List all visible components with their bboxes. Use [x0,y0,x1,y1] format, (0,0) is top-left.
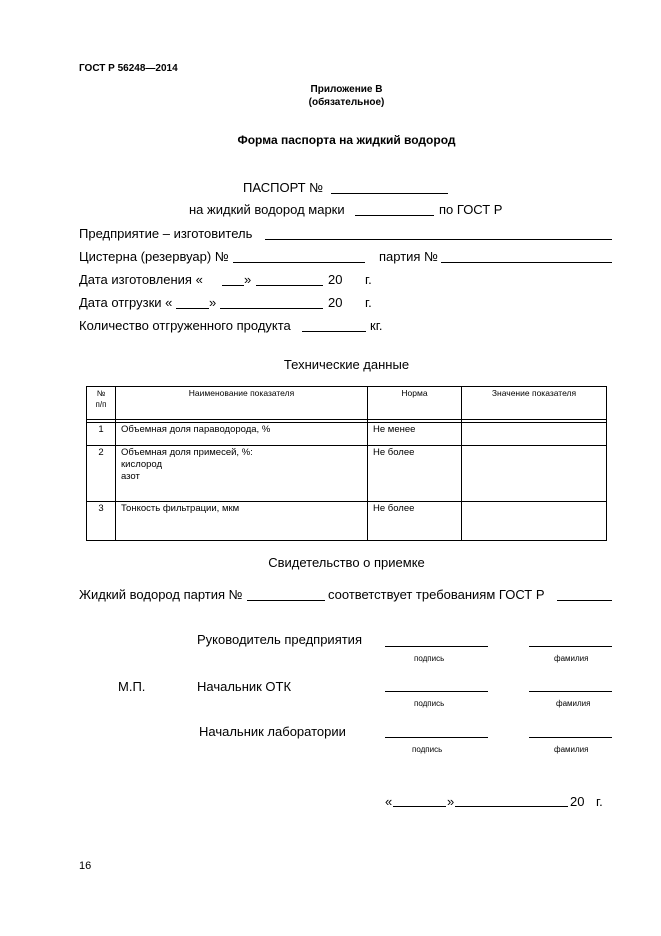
row-norm: Не более [368,502,462,541]
made-month-field[interactable] [256,285,323,286]
manufacturer-field[interactable] [265,239,612,240]
qc-surname-field[interactable] [529,691,612,692]
ship-quote-close: » [209,295,217,310]
role-qc-head: Начальник ОТК [197,679,292,694]
batch-label: партия № [379,249,439,264]
batch-field[interactable] [441,262,612,263]
tech-table [86,386,607,541]
final-month-field[interactable] [455,806,568,807]
row-value-cell[interactable] [462,502,607,541]
row-norm: Не более [368,446,462,502]
quantity-label: Количество отгруженного продукта [79,318,291,333]
final-year-suffix: г. [596,794,603,809]
brand-suffix: по ГОСТ Р [439,202,503,217]
row-name-text: Объемная доля примесей, %: кислород азот [121,447,253,482]
role-director: Руководитель предприятия [197,632,362,647]
tank-label: Цистерна (резервуар) № [79,249,229,264]
row-number: 3 [87,502,116,541]
brand-prefix: на жидкий водород марки [189,202,345,217]
acceptance-batch-field[interactable] [247,600,325,601]
row-number: 2 [87,446,116,502]
acceptance-prefix: Жидкий водород партия № [79,587,243,602]
ship-year-suffix: г. [365,295,372,310]
col-value-header: Значение показателя [462,387,607,420]
table-row [87,423,607,446]
tech-header-row [87,387,607,420]
made-quote-close: » [244,272,252,287]
lab-signature-field[interactable] [385,737,488,738]
surname-hint: фамилия [554,745,589,754]
col-number-text: № п/п [95,389,107,409]
acceptance-title: Свидетельство о приемке [268,555,425,570]
stamp-label: М.П. [118,679,146,694]
made-year-prefix: 20 [328,272,343,287]
passport-label: ПАСПОРТ № [243,180,324,195]
table-row [87,446,607,502]
date-close-quote: » [447,794,455,809]
tank-field[interactable] [233,262,365,263]
surname-hint: фамилия [556,699,591,708]
director-surname-field[interactable] [529,646,612,647]
made-year-suffix: г. [365,272,372,287]
quantity-unit: кг. [370,318,383,333]
col-name-header: Наименование показателя [116,387,368,420]
acceptance-suffix: соответствует требованиям ГОСТ Р [328,587,545,602]
passport-number-field[interactable] [331,193,448,194]
director-signature-field[interactable] [385,646,488,647]
signature-hint: подпись [414,699,445,708]
page-number: 16 [79,860,92,872]
signature-hint: подпись [412,745,443,754]
row-norm: Не менее [368,423,462,446]
acceptance-standard-field[interactable] [557,600,612,601]
row-name [116,446,368,502]
qc-signature-field[interactable] [385,691,488,692]
signature-hint: подпись [414,654,445,663]
ship-date-label: Дата отгрузки « [79,295,173,310]
lab-surname-field[interactable] [529,737,612,738]
ship-year-prefix: 20 [328,295,343,310]
standard-header: ГОСТ Р 56248—2014 [79,63,178,74]
annex-title: Приложение В [310,84,383,95]
surname-hint: фамилия [554,654,589,663]
form-title: Форма паспорта на жидкий водород [237,133,456,147]
annex-status: (обязательное) [308,97,385,108]
quantity-field[interactable] [302,331,366,332]
ship-day-field[interactable] [176,308,209,309]
manufacturer-label: Предприятие – изготовитель [79,226,253,241]
col-norm-header: Норма [368,387,462,420]
col-number-header [87,387,116,420]
row-value-cell[interactable] [462,423,607,446]
row-value-cell[interactable] [462,446,607,502]
made-date-label: Дата изготовления « [79,272,203,287]
role-lab-head: Начальник лаборатории [199,724,346,739]
brand-field[interactable] [355,215,434,216]
made-day-field[interactable] [222,285,244,286]
tech-title: Технические данные [283,357,410,372]
date-open-quote: « [385,794,393,809]
row-name: Тонкость фильтрации, мкм [116,502,368,541]
row-number: 1 [87,423,116,446]
final-day-field[interactable] [393,806,446,807]
row-name: Объемная доля параводорода, % [116,423,368,446]
final-year-prefix: 20 [570,794,585,809]
table-row [87,502,607,541]
ship-month-field[interactable] [220,308,323,309]
